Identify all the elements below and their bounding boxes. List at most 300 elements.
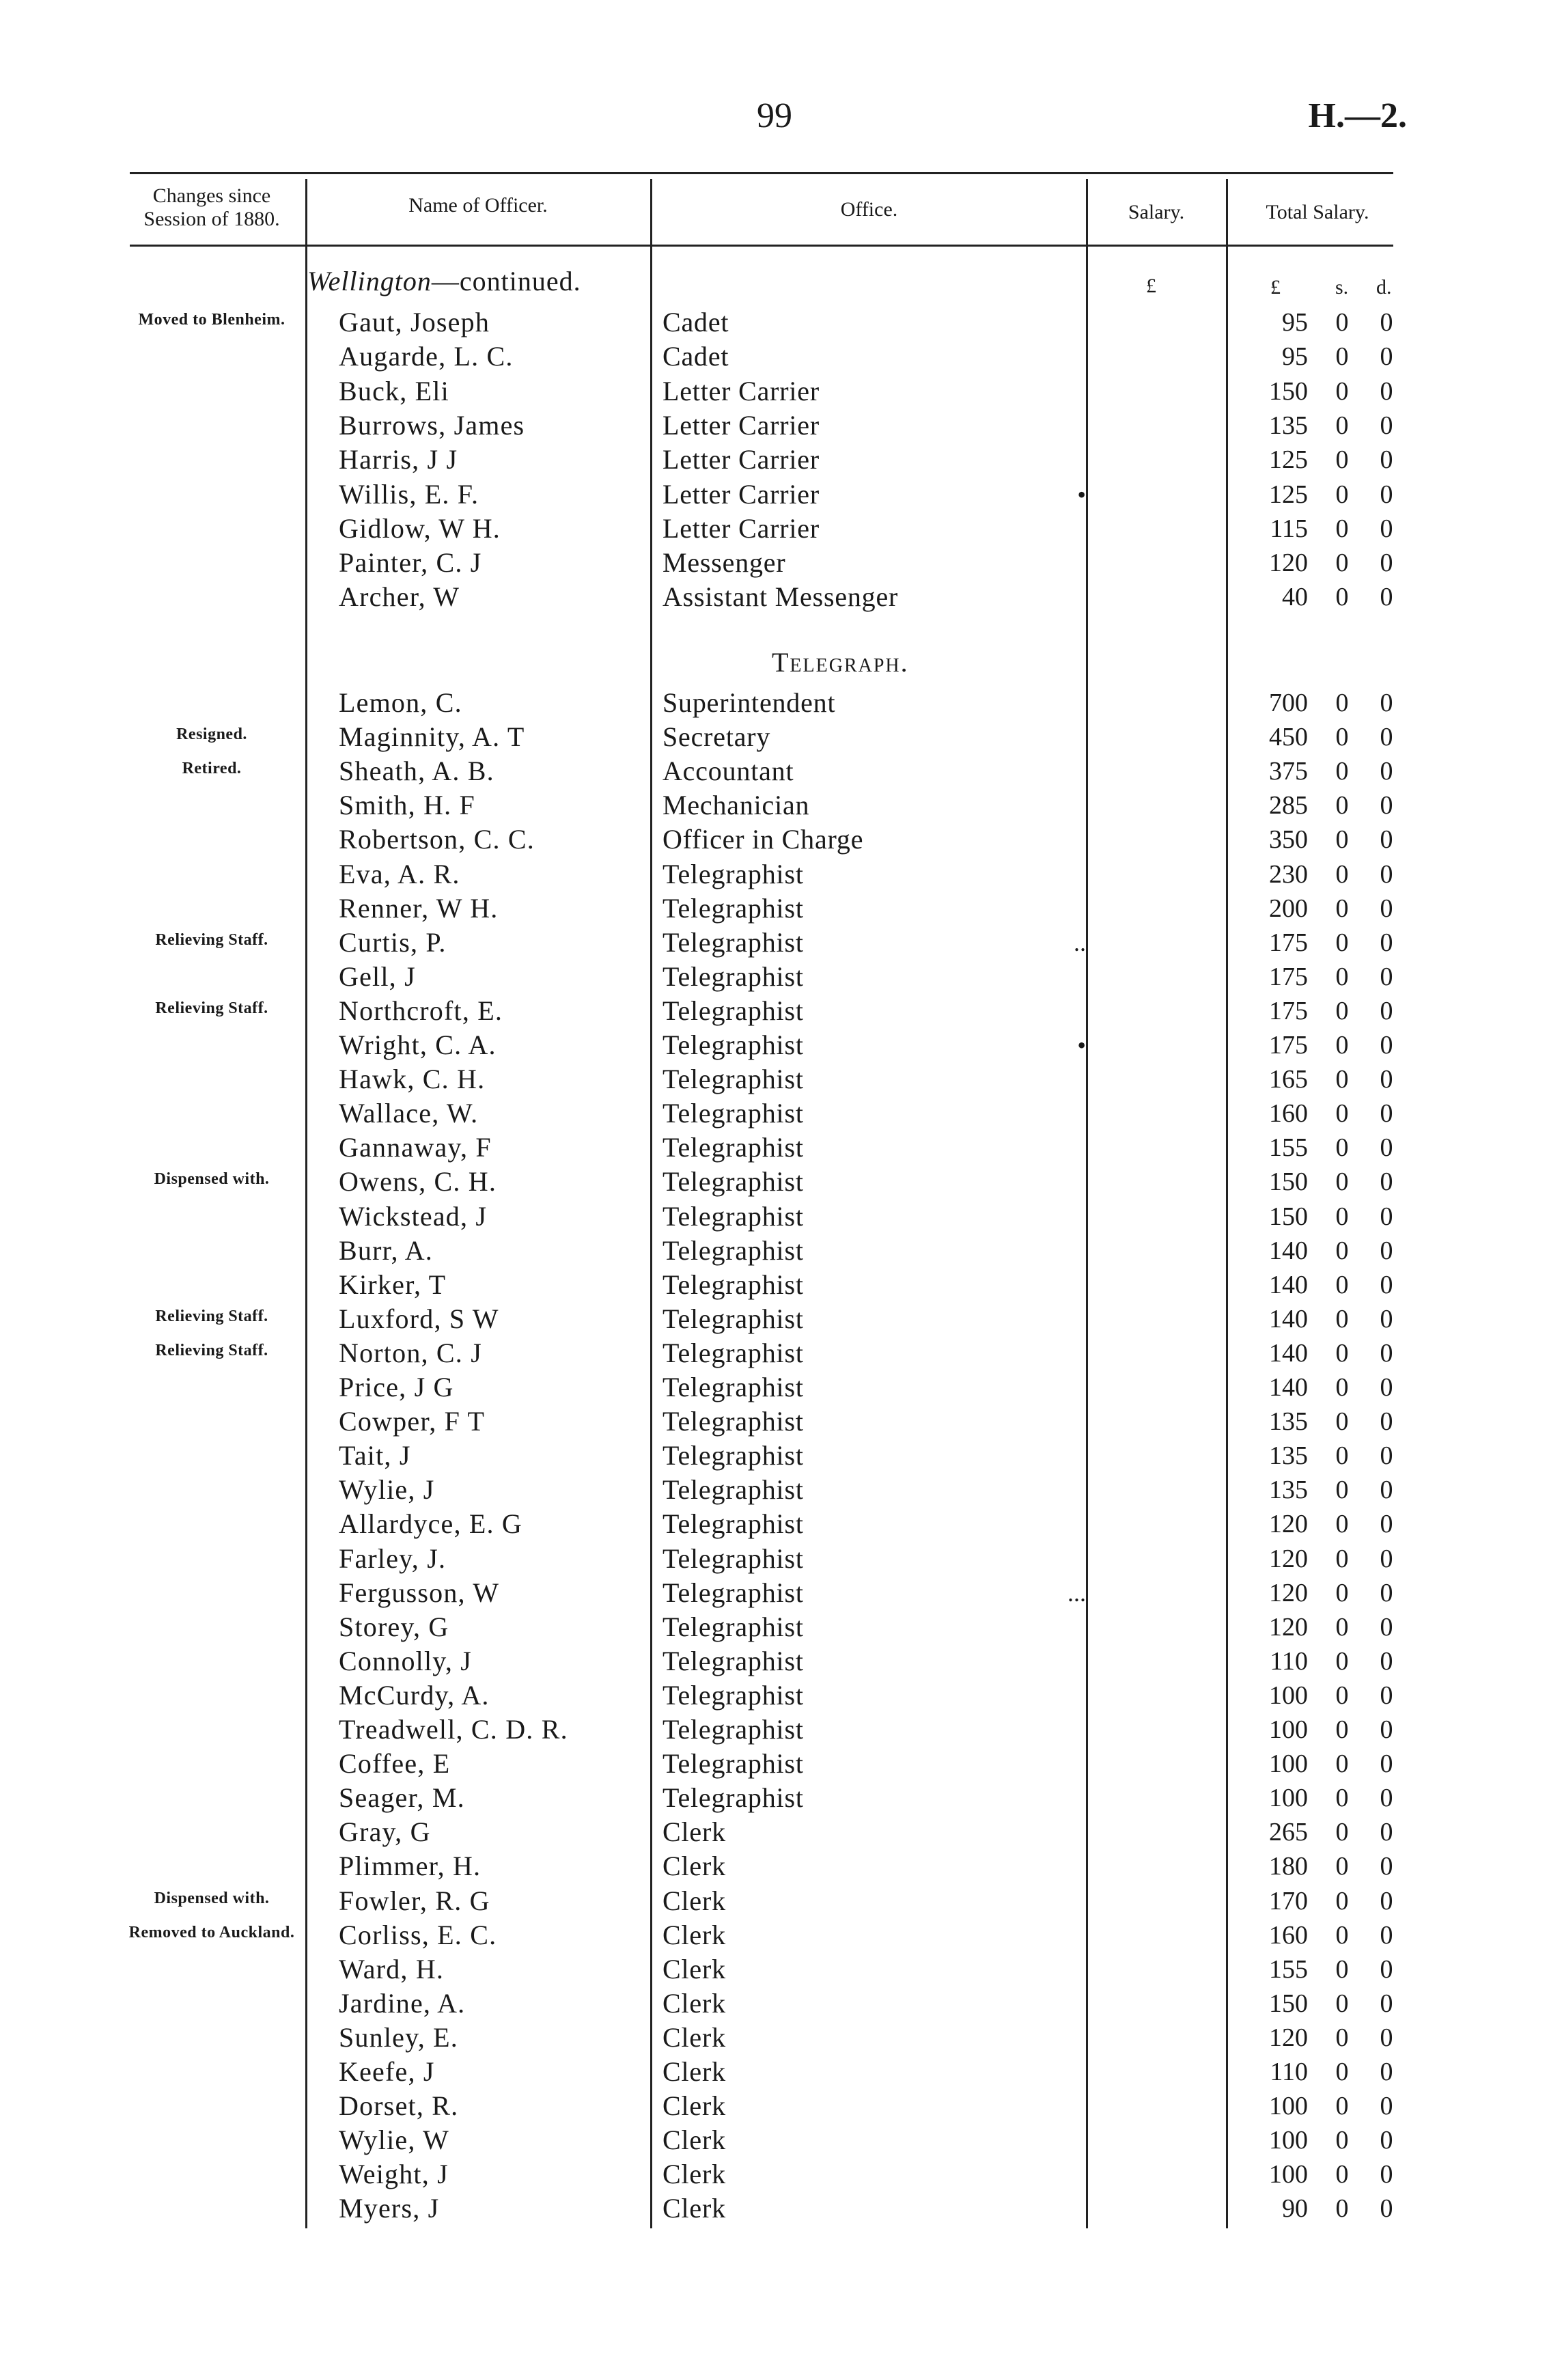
- table-row: [0, 754, 1549, 788]
- total-pence: 0: [1380, 1749, 1393, 1779]
- table-row: [0, 2123, 1549, 2157]
- total-pence: 0: [1380, 583, 1393, 612]
- total-pence: 0: [1380, 1407, 1393, 1437]
- total-pounds: 95: [1282, 342, 1308, 372]
- total-pounds: 40: [1282, 583, 1308, 612]
- total-pence: 0: [1380, 1578, 1393, 1607]
- total-pence: 0: [1380, 1304, 1393, 1333]
- row-note: [123, 857, 301, 863]
- header-total-salary: Total Salary.: [1266, 201, 1369, 223]
- table-row: [0, 1405, 1549, 1439]
- total-shillings: 0: [1335, 894, 1349, 923]
- officer-office: Telegraphist: [662, 1098, 804, 1129]
- row-note: [123, 409, 301, 414]
- total-shillings: 0: [1335, 480, 1349, 509]
- officer-office: Telegraphist: [662, 1029, 804, 1060]
- row-note: [123, 2089, 301, 2094]
- total-shillings: 0: [1335, 583, 1349, 612]
- total-pounds: 140: [1269, 1304, 1308, 1333]
- officer-name: Burrows, James: [339, 409, 525, 441]
- total-shillings: 0: [1335, 1373, 1349, 1402]
- total-pence: 0: [1380, 1099, 1393, 1129]
- officer-name: Wallace, W.: [339, 1098, 479, 1129]
- row-note: [123, 1815, 301, 1821]
- page-number: 99: [757, 96, 792, 135]
- officer-name: Gray, G: [339, 1816, 431, 1848]
- officer-office: Clerk: [662, 1987, 726, 2019]
- total-shillings: 0: [1335, 1715, 1349, 1744]
- total-shillings: 0: [1335, 1510, 1349, 1539]
- total-shillings: 0: [1335, 1031, 1349, 1060]
- total-pence: 0: [1380, 342, 1393, 372]
- officer-name: Harris, J J: [339, 444, 458, 475]
- row-note: Retired.: [182, 760, 242, 778]
- total-pence: 0: [1380, 1852, 1393, 1881]
- header-changes-line1: Changes since: [152, 184, 271, 207]
- leader-dots: •: [1077, 480, 1086, 508]
- section-telegraph-title: Telegraph.: [772, 647, 909, 678]
- total-shillings: 0: [1335, 962, 1349, 991]
- total-pounds: 135: [1269, 411, 1308, 440]
- officer-office: Telegraphist: [662, 1234, 804, 1266]
- total-pounds: 120: [1269, 1612, 1308, 1642]
- table-row: [0, 994, 1549, 1028]
- table-row: [0, 788, 1549, 822]
- officer-office: Cadet: [662, 307, 729, 337]
- total-pounds: 120: [1269, 549, 1308, 578]
- total-pounds: 150: [1269, 1202, 1308, 1231]
- table-row: [0, 1131, 1549, 1165]
- total-pounds: 120: [1269, 1544, 1308, 1573]
- table-row: [0, 580, 1549, 614]
- section-telegraph: [772, 646, 909, 678]
- table-row: [0, 1781, 1549, 1815]
- total-shillings: 0: [1335, 1920, 1349, 1950]
- total-pounds: 100: [1269, 1749, 1308, 1779]
- table-row: [0, 546, 1549, 580]
- total-pounds: 165: [1269, 1065, 1308, 1094]
- officer-name: Renner, W H.: [339, 892, 499, 924]
- officer-name: Northcroft, E.: [339, 995, 503, 1026]
- total-pounds: 135: [1269, 1441, 1308, 1471]
- row-note: [123, 1644, 301, 1650]
- table-row: [0, 822, 1549, 857]
- total-pounds: 120: [1269, 1510, 1308, 1539]
- table-row: [0, 305, 1549, 340]
- total-pounds: 170: [1269, 1886, 1308, 1915]
- officer-name: Plimmer, H.: [339, 1851, 482, 1882]
- officer-name: Owens, C. H.: [339, 1166, 497, 1198]
- officer-office: Telegraphist: [662, 1200, 804, 1232]
- officer-name: Gannaway, F: [339, 1132, 492, 1163]
- total-shillings: 0: [1335, 996, 1349, 1025]
- total-shillings: 0: [1335, 1476, 1349, 1505]
- officer-name: Treadwell, C. D. R.: [339, 1714, 568, 1745]
- table-row: [0, 478, 1549, 512]
- row-note: [123, 340, 301, 345]
- table-row: [0, 374, 1549, 409]
- officer-name: Wylie, J: [339, 1474, 435, 1506]
- total-pence: 0: [1380, 1202, 1393, 1231]
- row-note: [123, 891, 301, 897]
- total-pounds: 125: [1269, 445, 1308, 475]
- row-note: [123, 1987, 301, 1992]
- officer-name: Farley, J.: [339, 1542, 447, 1574]
- total-shillings: 0: [1335, 2126, 1349, 2155]
- officer-name: Kirker, T: [339, 1269, 447, 1300]
- total-pounds: 155: [1269, 1133, 1308, 1163]
- table-row: [0, 1644, 1549, 1678]
- row-note: [123, 686, 301, 691]
- total-shillings: 0: [1335, 445, 1349, 475]
- header-bottom-rule: [130, 245, 1393, 247]
- total-shillings: 0: [1335, 757, 1349, 786]
- officer-name: Wright, C. A.: [339, 1029, 497, 1060]
- officer-office: Clerk: [662, 1816, 726, 1848]
- officer-office: Telegraphist: [662, 1782, 804, 1814]
- row-note: [123, 1062, 301, 1068]
- total-shillings: 0: [1335, 1338, 1349, 1368]
- row-note: [123, 1610, 301, 1616]
- officer-office: Clerk: [662, 1851, 726, 1882]
- officer-office: Letter Carrier: [662, 444, 820, 475]
- officer-office: Letter Carrier: [662, 478, 820, 510]
- officer-name: Buck, Eli: [339, 375, 449, 406]
- salary-unit-pound: £: [1146, 275, 1156, 297]
- table-row: [0, 1884, 1549, 1918]
- table-row: [0, 1747, 1549, 1781]
- officer-name: Sunley, E.: [339, 2021, 458, 2053]
- row-note: [123, 2123, 301, 2129]
- total-shillings: 0: [1335, 1886, 1349, 1915]
- officer-office: Clerk: [662, 2056, 726, 2087]
- leader-dots: •: [1077, 1032, 1086, 1059]
- officer-office: Cadet: [662, 341, 729, 372]
- header-salary: Salary.: [1128, 201, 1185, 223]
- total-pence: 0: [1380, 1784, 1393, 1813]
- officer-office: Telegraphist: [662, 1542, 804, 1574]
- total-shillings: 0: [1335, 1646, 1349, 1676]
- total-pounds: 160: [1269, 1920, 1308, 1950]
- total-pounds: 150: [1269, 1989, 1308, 2018]
- total-pounds: 135: [1269, 1476, 1308, 1505]
- total-pence: 0: [1380, 411, 1393, 440]
- total-shillings: 0: [1335, 1167, 1349, 1197]
- total-pounds: 100: [1269, 2092, 1308, 2121]
- total-pounds: 200: [1269, 894, 1308, 923]
- officer-office: Telegraphist: [662, 1303, 804, 1334]
- officer-name: Curtis, P.: [339, 926, 447, 958]
- table-row: [0, 1815, 1549, 1849]
- table-row: [0, 720, 1549, 754]
- table-row: [0, 1336, 1549, 1370]
- officer-name: Gaut, Joseph: [339, 307, 490, 337]
- officer-name: Gidlow, W H.: [339, 512, 501, 544]
- officer-office: Letter Carrier: [662, 409, 820, 441]
- table-row: [0, 1302, 1549, 1336]
- officer-office: Telegraphist: [662, 1474, 804, 1506]
- row-note: Dispensed with.: [154, 1170, 270, 1189]
- row-note: [123, 822, 301, 828]
- total-shillings: 0: [1335, 1441, 1349, 1471]
- total-shillings: 0: [1335, 2092, 1349, 2121]
- total-pence: 0: [1380, 2092, 1393, 2121]
- officer-name: Robertson, C. C.: [339, 824, 535, 855]
- total-shillings: 0: [1335, 1407, 1349, 1437]
- officer-office: Telegraphist: [662, 1645, 804, 1676]
- total-pounds: 230: [1269, 859, 1308, 889]
- officer-name: Sheath, A. B.: [339, 756, 494, 787]
- total-pence: 0: [1380, 1065, 1393, 1094]
- row-note: [123, 1370, 301, 1376]
- row-note: [123, 1747, 301, 1752]
- row-note: Dispensed with.: [154, 1889, 270, 1907]
- officer-office: Telegraphist: [662, 1577, 804, 1608]
- officer-name: Norton, C. J: [339, 1337, 482, 1368]
- row-note: [123, 1507, 301, 1512]
- officer-name: Corliss, E. C.: [339, 1919, 497, 1950]
- row-note: [123, 1576, 301, 1581]
- total-pounds: 350: [1269, 825, 1308, 855]
- row-note: [123, 1542, 301, 1547]
- total-pence: 0: [1380, 549, 1393, 578]
- officer-office: Clerk: [662, 2090, 726, 2122]
- total-shillings: 0: [1335, 549, 1349, 578]
- officer-office: Telegraphist: [662, 1748, 804, 1780]
- officer-office: Telegraphist: [662, 1440, 804, 1471]
- table-row: [0, 1987, 1549, 2021]
- total-pounds: 150: [1269, 376, 1308, 406]
- total-pence: 0: [1380, 1373, 1393, 1402]
- total-shillings: 0: [1335, 308, 1349, 337]
- total-pounds: 175: [1269, 962, 1308, 991]
- officer-office: Telegraphist: [662, 995, 804, 1026]
- row-note: [123, 1849, 301, 1855]
- header-changes-line2: Session of 1880.: [143, 208, 280, 230]
- total-shillings: 0: [1335, 342, 1349, 372]
- document-reference: H.—2.: [1308, 96, 1407, 135]
- total-pence: 0: [1380, 1031, 1393, 1060]
- total-pounds: 175: [1269, 1031, 1308, 1060]
- officer-office: Clerk: [662, 1885, 726, 1916]
- table-row: [0, 1096, 1549, 1131]
- table-row: [0, 2191, 1549, 2226]
- table-row: [0, 1952, 1549, 1987]
- row-note: [123, 1234, 301, 1239]
- total-pounds: 700: [1269, 689, 1308, 717]
- row-note: [123, 1096, 301, 1102]
- total-shillings: 0: [1335, 1578, 1349, 1607]
- total-shillings: 0: [1335, 1133, 1349, 1163]
- officer-office: Telegraphist: [662, 1269, 804, 1300]
- total-pence: 0: [1380, 1270, 1393, 1299]
- table-row: [0, 960, 1549, 994]
- officer-name: Tait, J: [339, 1440, 411, 1471]
- total-pounds: 175: [1269, 928, 1308, 957]
- row-note: [123, 1268, 301, 1273]
- total-shillings: 0: [1335, 411, 1349, 440]
- table-row: [0, 857, 1549, 891]
- total-pounds: 140: [1269, 1270, 1308, 1299]
- leader-dots: ...: [1067, 1579, 1086, 1607]
- total-shillings: 0: [1335, 1202, 1349, 1231]
- officer-office: Telegraphist: [662, 1337, 804, 1368]
- officer-office: Clerk: [662, 1919, 726, 1950]
- total-pence: 0: [1380, 928, 1393, 957]
- table-row: [0, 686, 1549, 720]
- total-pence: 0: [1380, 1476, 1393, 1505]
- row-note: Relieving Staff.: [155, 930, 268, 949]
- officer-office: Superintendent: [662, 687, 836, 718]
- total-shillings: 0: [1335, 1784, 1349, 1813]
- row-note: Relieving Staff.: [155, 1307, 268, 1325]
- table-row: [0, 1713, 1549, 1747]
- header-name: Name of Officer.: [408, 194, 548, 217]
- total-pounds: 140: [1269, 1338, 1308, 1368]
- total-shillings: 0: [1335, 1544, 1349, 1573]
- total-pence: 0: [1380, 1612, 1393, 1642]
- officer-office: Telegraphist: [662, 926, 804, 958]
- officer-name: Weight, J: [339, 2159, 449, 2190]
- total-pence: 0: [1380, 1338, 1393, 1368]
- table-row: [0, 891, 1549, 926]
- officer-name: Burr, A.: [339, 1234, 433, 1266]
- total-pounds: 155: [1269, 1954, 1308, 1984]
- total-pence: 0: [1380, 1133, 1393, 1163]
- total-pence: 0: [1380, 1441, 1393, 1471]
- total-shillings: 0: [1335, 1065, 1349, 1094]
- total-pence: 0: [1380, 1646, 1393, 1676]
- total-shillings: 0: [1335, 1612, 1349, 1642]
- table-row: [0, 1165, 1549, 1199]
- row-note: [123, 1131, 301, 1136]
- total-pounds: 140: [1269, 1373, 1308, 1402]
- total-pence: 0: [1380, 1715, 1393, 1744]
- total-shillings: 0: [1335, 376, 1349, 406]
- total-shillings: 0: [1335, 791, 1349, 820]
- total-shillings: 0: [1335, 1749, 1349, 1779]
- total-shillings: 0: [1335, 1270, 1349, 1299]
- row-note: Moved to Blenheim.: [138, 311, 285, 329]
- officer-name: Hawk, C. H.: [339, 1064, 486, 1095]
- officer-office: Telegraphist: [662, 858, 804, 889]
- total-pounds: 100: [1269, 1715, 1308, 1744]
- total-shillings: 0: [1335, 1099, 1349, 1129]
- total-shillings: 0: [1335, 2160, 1349, 2189]
- total-pounds: 110: [1270, 1646, 1308, 1676]
- officer-office: Clerk: [662, 1953, 726, 1984]
- total-pence: 0: [1380, 1510, 1393, 1539]
- row-note: [123, 1405, 301, 1410]
- total-pence: 0: [1380, 2194, 1393, 2224]
- total-pence: 0: [1380, 1167, 1393, 1197]
- total-pence: 0: [1380, 1954, 1393, 1984]
- section-wellington-rest: —continued.: [431, 266, 581, 296]
- total-pounds: 90: [1282, 2194, 1308, 2224]
- table-row: [0, 1473, 1549, 1507]
- officer-name: Cowper, F T: [339, 1406, 486, 1437]
- total-shillings: 0: [1335, 1680, 1349, 1710]
- total-pounds: 150: [1269, 1167, 1308, 1197]
- table-row: [0, 1268, 1549, 1302]
- total-unit-shillings: s.: [1335, 276, 1349, 299]
- officer-office: Letter Carrier: [662, 512, 820, 544]
- total-pounds: 100: [1269, 2160, 1308, 2189]
- officer-office: Telegraphist: [662, 1714, 804, 1745]
- row-note: [123, 2021, 301, 2026]
- total-shillings: 0: [1335, 514, 1349, 543]
- table-row: [0, 443, 1549, 477]
- officer-office: Mechanician: [662, 790, 810, 821]
- table-row: [0, 409, 1549, 443]
- row-note: Resigned.: [176, 725, 247, 744]
- officer-name: Gell, J: [339, 960, 416, 992]
- row-note: [123, 374, 301, 380]
- officer-name: Wickstead, J: [339, 1200, 488, 1232]
- table-row: [0, 1678, 1549, 1713]
- officer-name: Augarde, L. C.: [339, 341, 514, 372]
- total-pence: 0: [1380, 689, 1393, 717]
- total-pounds: 120: [1269, 2023, 1308, 2052]
- officer-name: Price, J G: [339, 1372, 454, 1402]
- total-pence: 0: [1380, 1236, 1393, 1265]
- table-row: [0, 2021, 1549, 2055]
- total-shillings: 0: [1335, 1989, 1349, 2018]
- row-note: [123, 2191, 301, 2197]
- total-shillings: 0: [1335, 1236, 1349, 1265]
- total-pence: 0: [1380, 445, 1393, 475]
- officer-office: Telegraphist: [662, 1679, 804, 1711]
- officer-name: Storey, G: [339, 1611, 449, 1642]
- officer-name: Myers, J: [339, 2193, 440, 2224]
- table-row: [0, 1370, 1549, 1405]
- officer-name: Painter, C. J: [339, 547, 482, 579]
- row-note: [123, 1028, 301, 1034]
- total-shillings: 0: [1335, 825, 1349, 855]
- officer-name: Fowler, R. G: [339, 1885, 490, 1916]
- officer-office: Telegraphist: [662, 1372, 804, 1402]
- row-note: [123, 960, 301, 965]
- table-row: [0, 2055, 1549, 2089]
- table-row: [0, 2157, 1549, 2191]
- total-pounds: 450: [1269, 723, 1308, 752]
- header-office: Office.: [840, 198, 898, 221]
- table-row: [0, 1234, 1549, 1268]
- officer-name: Smith, H. F: [339, 790, 475, 821]
- officer-name: Willis, E. F.: [339, 478, 479, 510]
- row-note: [123, 546, 301, 551]
- total-shillings: 0: [1335, 1954, 1349, 1984]
- total-pence: 0: [1380, 723, 1393, 752]
- total-unit-pence: d.: [1376, 276, 1392, 299]
- total-unit-pound: £: [1270, 276, 1281, 299]
- row-note: [123, 1200, 301, 1205]
- officer-office: Telegraphist: [662, 960, 804, 992]
- officer-office: Telegraphist: [662, 1611, 804, 1642]
- row-note: [123, 1439, 301, 1444]
- total-pence: 0: [1380, 996, 1393, 1025]
- total-pence: 0: [1380, 1886, 1393, 1915]
- officer-office: Accountant: [662, 756, 794, 787]
- table-row: [0, 1849, 1549, 1883]
- officer-name: Jardine, A.: [339, 1987, 466, 2019]
- officer-office: Clerk: [662, 2021, 726, 2053]
- total-pounds: 180: [1269, 1852, 1308, 1881]
- table-row: [0, 1918, 1549, 1952]
- total-shillings: 0: [1335, 2023, 1349, 2052]
- officer-name: Keefe, J: [339, 2056, 435, 2087]
- row-note: Relieving Staff.: [155, 999, 268, 1017]
